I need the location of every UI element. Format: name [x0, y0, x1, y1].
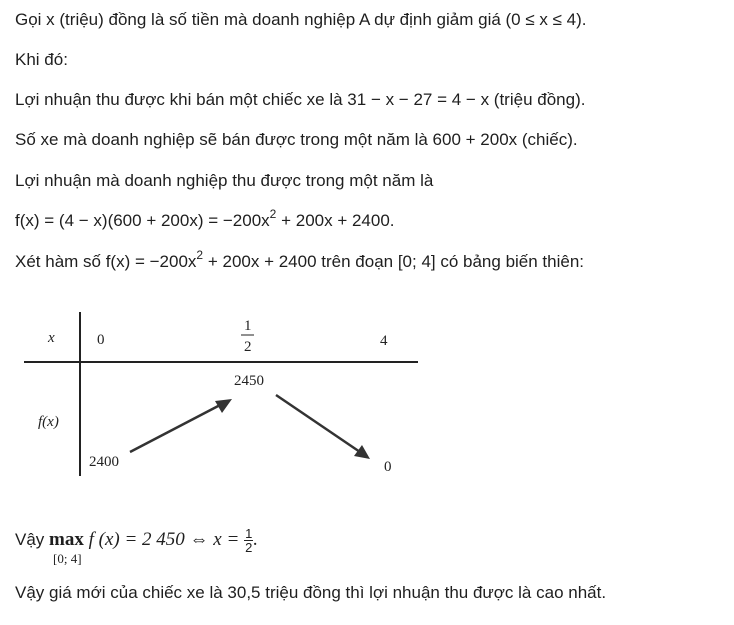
max-subscript: [0; 4]: [53, 551, 82, 566]
fx-value-2450: 2450: [234, 373, 264, 389]
exponent: 2: [196, 248, 204, 263]
x-value-4: 4: [380, 333, 388, 349]
x-value-half-den: 2: [244, 339, 252, 355]
max-operator: max: [49, 529, 84, 550]
fx-row-label: f(x): [38, 414, 59, 430]
fraction-denominator: 2: [245, 540, 253, 556]
conclusion-prefix: Vậy: [15, 530, 50, 549]
x-value-half-num: 1: [244, 318, 252, 334]
exponent: 2: [269, 207, 277, 222]
conclusion-expression: f (x) = 2 450 ⇔ x =: [83, 529, 245, 550]
expr-part: + 200x + 2400 trên đoạn [0; 4] có bảng biến thiên:: [203, 252, 585, 271]
variation-table: [0, 300, 734, 500]
fraction-numerator: 1: [245, 526, 253, 542]
expr-part: + 200x + 2400.: [276, 211, 395, 230]
text-line-1: Gọi x (triệu) đồng là số tiền mà doanh nghiệp A dự định giảm giá (0 ≤ x ≤ 4).: [15, 10, 587, 29]
conclusion-period: .: [253, 529, 259, 550]
conclusion-line: [15, 527, 258, 554]
expr-part: f(x) = (4 − x)(600 + 200x) = −200x: [15, 211, 270, 230]
x-row-label: x: [48, 330, 55, 346]
increasing-arrow: [130, 399, 232, 452]
text-line-6: [15, 207, 395, 231]
fx-value-2400: 2400: [89, 454, 119, 470]
text-line-2: Khi đó:: [15, 50, 68, 69]
conclusion-fraction: [244, 527, 253, 554]
text-line-final: Vậy giá mới của chiếc xe là 30,5 triệu đồng thì lợi nhuận thu được là cao nhất.: [15, 583, 607, 602]
x-value-0: 0: [97, 332, 105, 348]
text-line-7: [15, 248, 585, 272]
decreasing-arrow: [276, 395, 370, 459]
text-line-4: Số xe mà doanh nghiệp sẽ bán được trong một năm là 600 + 200x (chiếc).: [15, 130, 578, 149]
expr-part: Xét hàm số f(x) = −200x: [15, 252, 197, 271]
text-line-3: Lợi nhuận thu được khi bán một chiếc xe là 31 − x − 27 = 4 − x (triệu đồng).: [15, 90, 586, 109]
fx-value-0: 0: [384, 459, 392, 475]
text-line-5: Lợi nhuận mà doanh nghiệp thu được trong một năm là: [15, 171, 434, 190]
